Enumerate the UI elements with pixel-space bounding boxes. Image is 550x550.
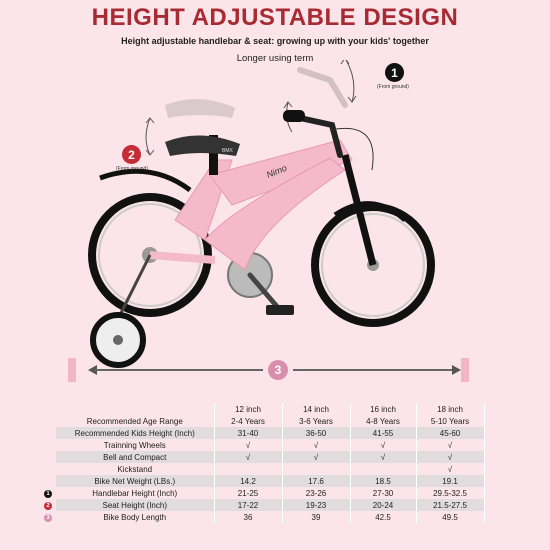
table-marker-cell — [40, 511, 56, 523]
length-end-pad-left — [68, 358, 76, 382]
page-tagline: Longer using term — [236, 53, 314, 64]
table-cell: √ — [282, 439, 350, 451]
table-cell: 21-25 — [214, 487, 282, 499]
table-marker-cell — [40, 451, 56, 463]
table-marker-cell — [40, 463, 56, 475]
table-marker-cell — [40, 439, 56, 451]
bike-illustration — [0, 60, 550, 380]
length-line-right — [293, 369, 453, 371]
table-cell: 41-55 — [350, 427, 416, 439]
table-cell — [214, 463, 282, 475]
page-title: HEIGHT ADJUSTABLE DESIGN — [91, 4, 459, 31]
table-row-label: Bike Net Weight (LBs.) — [56, 475, 214, 487]
rear-fender — [100, 171, 190, 190]
table-cell: √ — [282, 451, 350, 463]
table-column-header: 14 inch — [282, 403, 350, 415]
table-row — [40, 439, 484, 451]
table-row — [40, 511, 484, 523]
pedal — [266, 305, 294, 315]
table-marker-cell — [40, 487, 56, 499]
table-marker-cell — [40, 475, 56, 487]
table-cell: 5-10 Years — [416, 415, 484, 427]
table-column-header: 16 inch — [350, 403, 416, 415]
ghost-handlebar — [300, 70, 345, 105]
table-cell: 31-40 — [214, 427, 282, 439]
seat-from-ground-note: (From ground) — [116, 166, 148, 172]
table-cell: 39 — [282, 511, 350, 523]
table-cell: 18.5 — [350, 475, 416, 487]
table-row-label: Kickstand — [56, 463, 214, 475]
table-header-row — [40, 403, 484, 415]
table-cell: 36 — [214, 511, 282, 523]
seat-marker-icon: 2 — [122, 145, 141, 164]
table-row-label: Handlebar Height (Inch) — [56, 487, 214, 499]
seat-adjust-arrow-icon — [146, 118, 154, 155]
table-cell: √ — [350, 439, 416, 451]
table-row-label: Trainning Wheels — [56, 439, 214, 451]
table-cell: 17.6 — [282, 475, 350, 487]
table-cell: 3-6 Years — [282, 415, 350, 427]
table-cell: 19.1 — [416, 475, 484, 487]
arrow-right-icon — [452, 365, 461, 375]
length-line-left — [95, 369, 263, 371]
table-marker-cell — [40, 499, 56, 511]
table-cell: 29.5-32.5 — [416, 487, 484, 499]
spec-table — [40, 403, 485, 523]
row-marker-icon: 3 — [44, 514, 52, 522]
table-cell: √ — [350, 451, 416, 463]
table-cell: 2-4 Years — [214, 415, 282, 427]
table-cell: 20-24 — [350, 499, 416, 511]
table-cell: 4-8 Years — [350, 415, 416, 427]
table-marker-cell — [40, 415, 56, 427]
table-column-header: 18 inch — [416, 403, 484, 415]
table-marker-cell — [40, 403, 56, 415]
length-marker-icon: 3 — [268, 360, 288, 380]
row-marker-icon: 2 — [44, 502, 52, 510]
table-row — [40, 415, 484, 427]
handlebar-marker-icon: 1 — [385, 63, 404, 82]
handlebar-from-ground-note: (From ground) — [377, 84, 409, 90]
table-cell: 42.5 — [350, 511, 416, 523]
table-row — [40, 427, 484, 439]
table-cell: 45-60 — [416, 427, 484, 439]
table-row-label: Bell and Compact — [56, 451, 214, 463]
table-column-header — [56, 403, 214, 415]
table-cell: 17-22 — [214, 499, 282, 511]
row-marker-icon: 1 — [44, 490, 52, 498]
table-row — [40, 487, 484, 499]
frame-brand-text: Nimo — [265, 162, 289, 180]
table-row — [40, 463, 484, 475]
table-row-label: Recommended Age Range — [56, 415, 214, 427]
table-cell: 19-23 — [282, 499, 350, 511]
length-end-pad-right — [461, 358, 469, 382]
table-cell — [282, 463, 350, 475]
table-row — [40, 451, 484, 463]
table-cell: 36-50 — [282, 427, 350, 439]
table-cell — [350, 463, 416, 475]
ghost-seat — [165, 99, 235, 118]
table-row-label: Recommended Kids Height (Inch) — [56, 427, 214, 439]
table-cell: 27-30 — [350, 487, 416, 499]
seat-brand-text: BMX — [222, 148, 233, 154]
table-cell: √ — [416, 463, 484, 475]
table-cell: 14.2 — [214, 475, 282, 487]
handlebar-grip — [283, 110, 305, 122]
table-row-label: Seat Height (Inch) — [56, 499, 214, 511]
table-cell: √ — [214, 451, 282, 463]
table-cell: √ — [416, 451, 484, 463]
table-row-label: Bike Body Length — [56, 511, 214, 523]
table-cell: √ — [416, 439, 484, 451]
table-row — [40, 475, 484, 487]
table-cell: 23-26 — [282, 487, 350, 499]
table-column-header: 12 inch — [214, 403, 282, 415]
table-row — [40, 499, 484, 511]
table-marker-cell — [40, 427, 56, 439]
table-cell: 21.5-27.5 — [416, 499, 484, 511]
page-subtitle: Height adjustable handlebar & seat: growing up with your kids' together — [121, 36, 429, 46]
table-cell: 49.5 — [416, 511, 484, 523]
table-cell: √ — [214, 439, 282, 451]
